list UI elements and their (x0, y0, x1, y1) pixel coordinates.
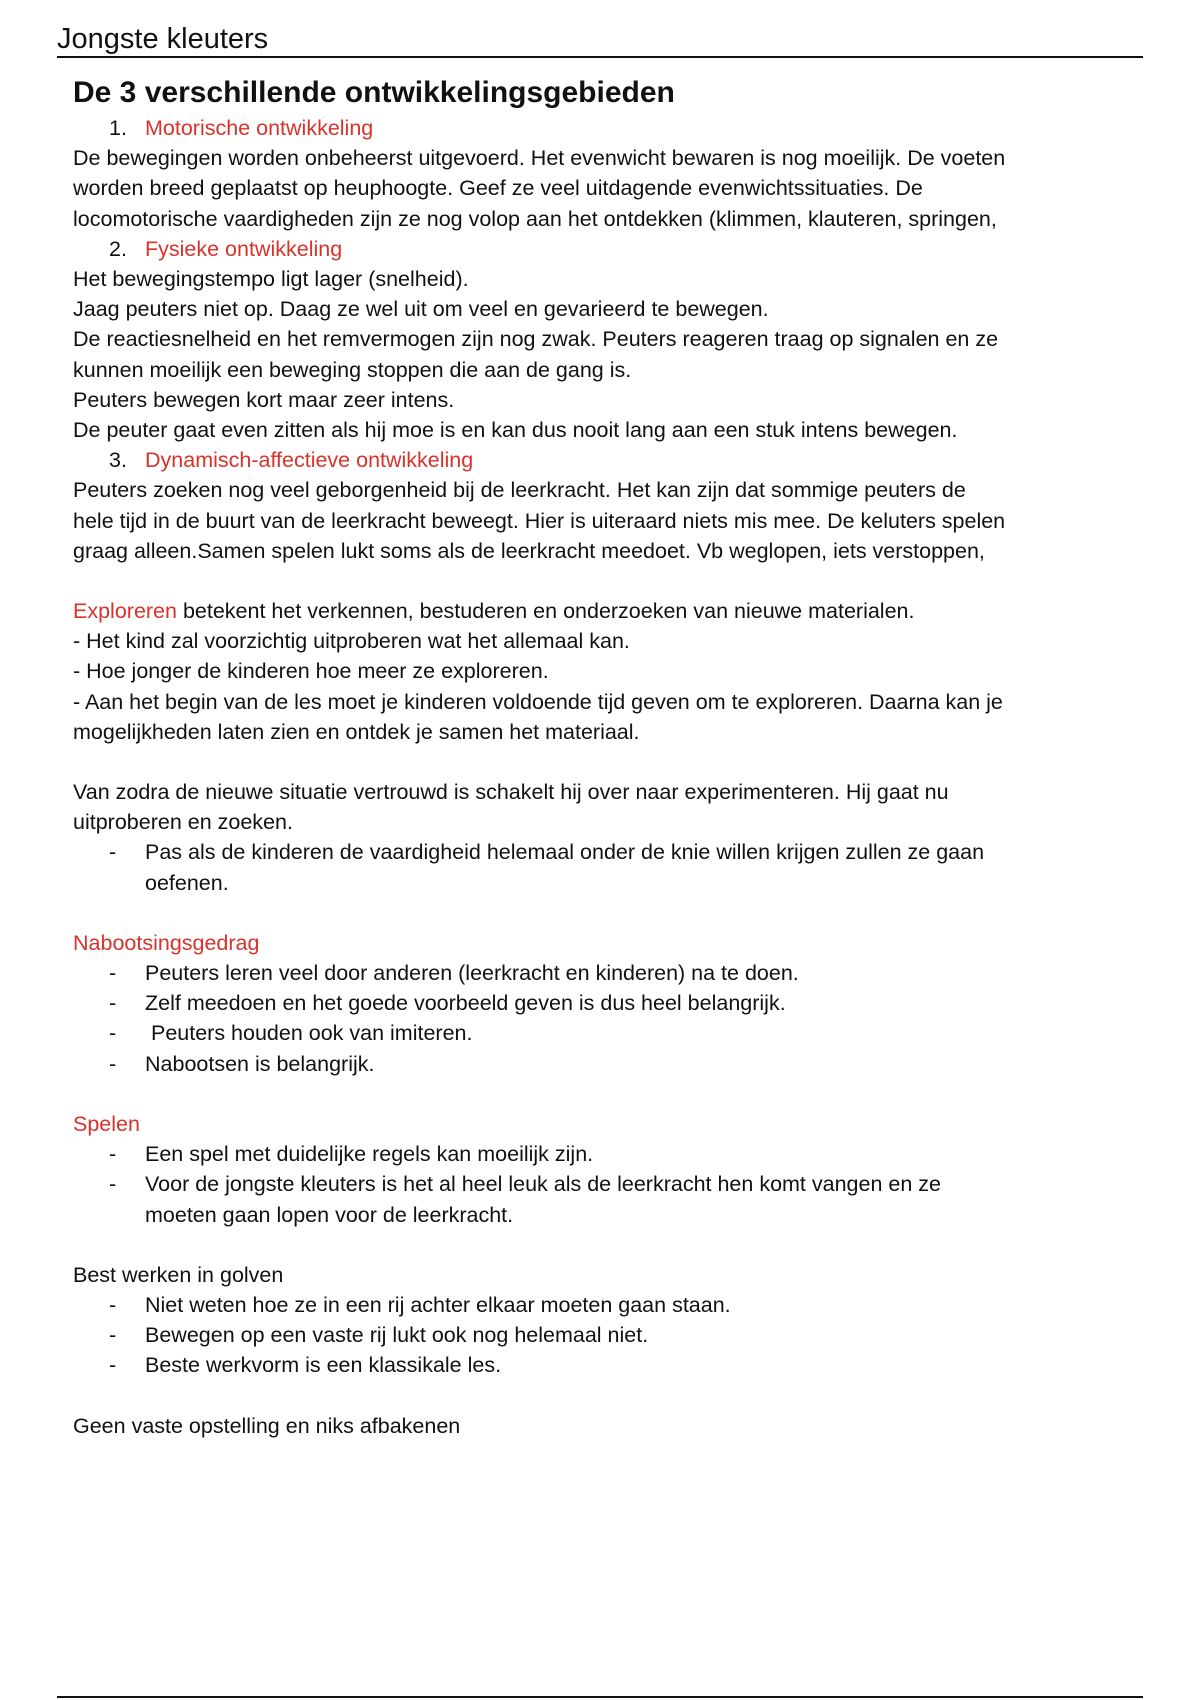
paragraph-line: hele tijd in de buurt van de leerkracht beweegt. Hier is uiteraard niets mis mee. De keluters spelen (73, 508, 1006, 533)
bullet-text: Bewegen op een vaste rij lukt ook nog helemaal niet. (145, 1323, 649, 1348)
bullet-item (73, 1139, 1133, 1169)
item-number: 3. (109, 448, 127, 473)
bullet-dash: - (109, 1292, 117, 1317)
subsection-title: Spelen (73, 1111, 140, 1136)
spacer (73, 747, 1133, 777)
item-number: 2. (109, 236, 127, 261)
bullet-item (73, 837, 1133, 867)
bullet-item (73, 1049, 1133, 1079)
paragraph-line: - Aan het begin van de les moet je kinderen voldoende tijd geven om te exploreren. Daarna kan je (73, 689, 1003, 714)
bullet-dash: - (109, 1142, 117, 1167)
bullet-text: Peuters houden ook van imiteren. (145, 1021, 473, 1046)
bullet-item (73, 1018, 1133, 1048)
paragraph-line: De peuter gaat even zitten als hij moe is en kan dus nooit lang aan een stuk intens bewegen. (73, 418, 958, 443)
paragraph-line: uitproberen en zoeken. (73, 810, 293, 835)
numbered-item-1 (73, 113, 1133, 143)
paragraph-line: Van zodra de nieuwe situatie vertrouwd is schakelt hij over naar experimenteren. Hij gaat nu (73, 780, 949, 805)
page-header (57, 22, 1143, 58)
bullet-text: Een spel met duidelijke regels kan moeilijk zijn. (145, 1142, 594, 1167)
paragraph-line: De bewegingen worden onbeheerst uitgevoerd. Het evenwicht bewaren is nog moeilijk. De voeten (73, 146, 1006, 171)
bullet-text: Voor de jongste kleuters is het al heel leuk als de leerkracht hen komt vangen en ze (145, 1172, 941, 1197)
spacer (73, 1079, 1133, 1109)
bullet-text: Beste werkvorm is een klassikale les. (145, 1353, 502, 1378)
paragraph-line: Jaag peuters niet op. Daag ze wel uit om veel en gevarieerd te bewegen. (73, 297, 769, 322)
numbered-item-2 (73, 234, 1133, 264)
paragraph-line: - Hoe jonger de kinderen hoe meer ze exploreren. (73, 659, 549, 684)
bullet-dash: - (109, 1172, 117, 1197)
bullet-text: Peuters leren veel door anderen (leerkracht en kinderen) na te doen. (145, 961, 799, 986)
item-title: Fysieke ontwikkeling (145, 236, 343, 261)
item-number: 1. (109, 116, 127, 140)
bullet-dash: - (109, 1021, 117, 1046)
bullet-dash: - (109, 1353, 117, 1378)
subsection-title: Best werken in golven (73, 1262, 284, 1287)
paragraph-line: - Het kind zal voorzichtig uitproberen wat het allemaal kan. (73, 629, 630, 654)
section-heading: De 3 verschillende ontwikkelingsgebieden (73, 76, 675, 109)
document-content (73, 73, 1133, 1441)
bullet-text: Niet weten hoe ze in een rij achter elkaar moeten gaan staan. (145, 1292, 731, 1317)
explore-definition-text: betekent het verkennen, bestuderen en onderzoeken van nieuwe materialen. (176, 599, 915, 624)
spacer (73, 1230, 1133, 1260)
bullet-item (73, 988, 1133, 1018)
bullet-item (73, 1320, 1133, 1350)
paragraph-line: De reactiesnelheid en het remvermogen zijn nog zwak. Peuters reageren traag op signalen en ze (73, 327, 999, 352)
bullet-text: Pas als de kinderen de vaardigheid helemaal onder de knie willen krijgen zullen ze gaan (145, 840, 985, 865)
paragraph-line: locomotorische vaardigheden zijn ze nog volop aan het ontdekken (klimmen, klauteren, springen, (73, 206, 997, 231)
bullet-dash: - (109, 991, 117, 1016)
bullet-text: oefenen. (145, 870, 229, 895)
item-title: Dynamisch-affectieve ontwikkeling (145, 448, 474, 473)
paragraph-line: Peuters bewegen kort maar zeer intens. (73, 387, 455, 412)
spacer (73, 898, 1133, 928)
paragraph-line: Het bewegingstempo ligt lager (snelheid). (73, 267, 469, 292)
paragraph-line: kunnen moeilijk een beweging stoppen die aan de gang is. (73, 357, 632, 382)
bullet-continuation (73, 1200, 1133, 1230)
explore-definition (73, 596, 1133, 626)
closing-line: Geen vaste opstelling en niks afbakenen (73, 1413, 461, 1438)
header-title: Jongste kleuters (57, 23, 269, 55)
bullet-dash: - (109, 1323, 117, 1348)
bullet-dash: - (109, 840, 117, 865)
paragraph-line: Peuters zoeken nog veel geborgenheid bij de leerkracht. Het kan zijn dat sommige peuters de (73, 478, 966, 503)
bullet-dash: - (109, 961, 117, 986)
paragraph-line: worden breed geplaatst op heuphoogte. Geef ze veel uitdagende evenwichtssituaties. De (73, 176, 923, 201)
bullet-text: Zelf meedoen en het goede voorbeeld geven is dus heel belangrijk. (145, 991, 786, 1016)
bullet-item (73, 1350, 1133, 1380)
footer-rule (57, 1696, 1143, 1698)
paragraph-line: mogelijkheden laten zien en ontdek je samen het materiaal. (73, 719, 640, 744)
spacer (73, 1381, 1133, 1411)
bullet-item (73, 958, 1133, 988)
explore-term: Exploreren (73, 599, 177, 624)
bullet-dash: - (109, 1051, 117, 1076)
paragraph-line: graag alleen.Samen spelen lukt soms als de leerkracht meedoet. Vb weglopen, iets verstoppen, (73, 538, 985, 563)
bullet-continuation (73, 868, 1133, 898)
numbered-item-3 (73, 445, 1133, 475)
bullet-text: moeten gaan lopen voor de leerkracht. (145, 1202, 514, 1227)
item-title: Motorische ontwikkeling (145, 116, 374, 140)
bullet-item (73, 1169, 1133, 1199)
spacer (73, 566, 1133, 596)
bullet-item (73, 1290, 1133, 1320)
subsection-title: Nabootsingsgedrag (73, 930, 260, 955)
bullet-text: Nabootsen is belangrijk. (145, 1051, 375, 1076)
